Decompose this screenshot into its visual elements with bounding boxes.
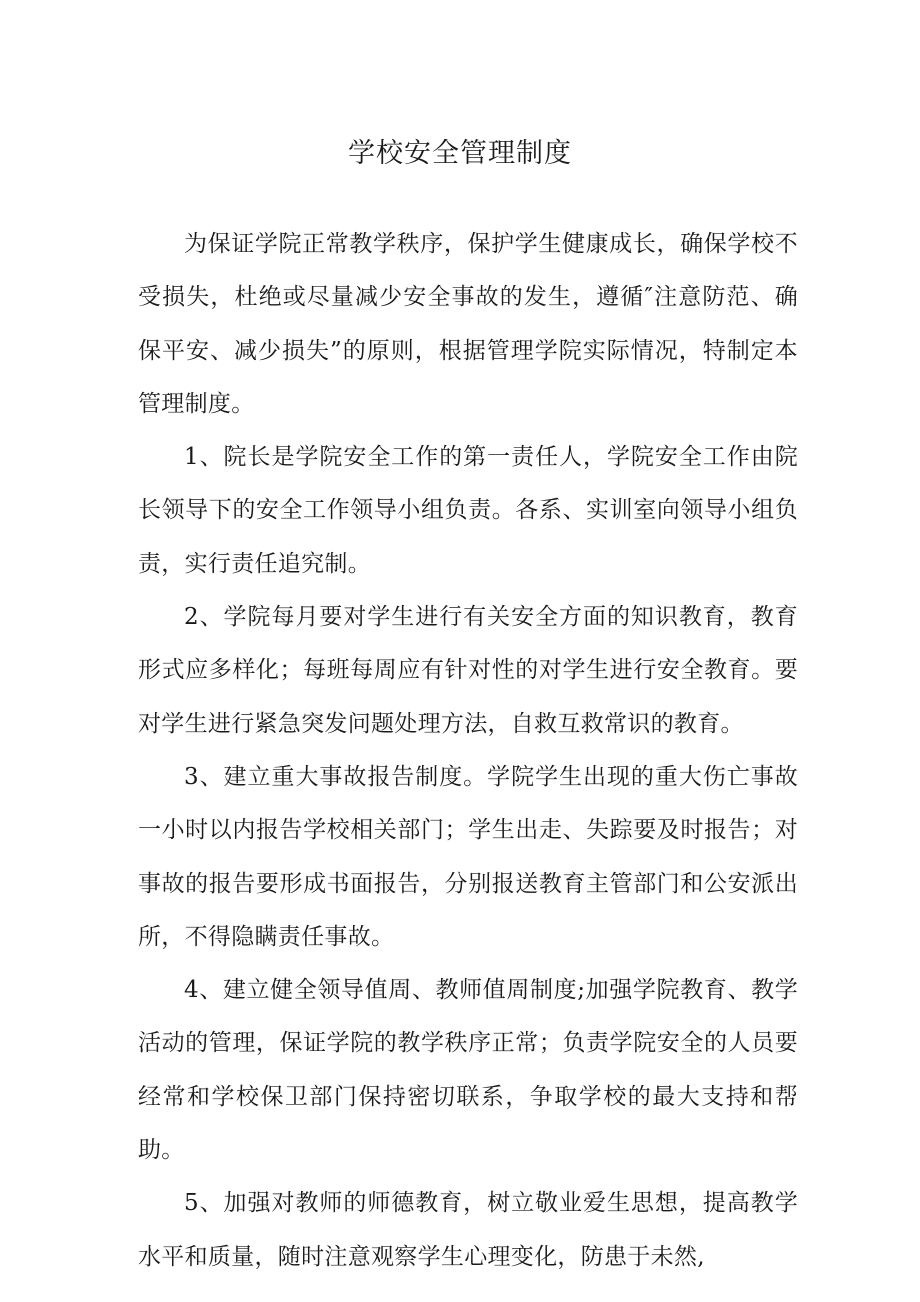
paragraph-item-5: 5、加强对教师的师德教育，树立敬业爱生思想，提高教学水平和质量，随时注意观察学生心理变化，防患于未然,	[138, 1190, 798, 1270]
paragraph-item-1: 1、院长是学院安全工作的第一责任人，学院安全工作由院长领导下的安全工作领导小组负责。各系、实训室向领导小组负责，实行责任追究制。	[138, 444, 798, 577]
paragraph-intro: 为保证学院正常教学秩序，保护学生健康成长，确保学校不受损失，杜绝或尽量减少安全事故的发生，遵循″注意防范、确保平安、减少损失”的原则，根据管理学院实际情况，特制定本管理制度。	[138, 231, 798, 417]
paragraph-item-2: 2、学院每月要对学生进行有关安全方面的知识教育，教育形式应多样化；每班每周应有针对性的对学生进行安全教育。要对学生进行紧急突发问题处理方法，自救互救常识的教育。	[138, 604, 798, 737]
document-body	[138, 218, 798, 1284]
paragraph-item-3: 3、建立重大事故报告制度。学院学生出现的重大伤亡事故一小时以内报告学校相关部门；学生出走、失踪要及时报告；对事故的报告要形成书面报告，分别报送教育主管部门和公安派出所，不得隐瞒责任事故。	[138, 763, 798, 950]
document-title: 学校安全管理制度	[348, 138, 572, 169]
paragraph-item-4: 4、建立健全领导值周、教师值周制度;加强学院教育、教学活动的管理，保证学院的教学秩序正常；负责学院安全的人员要经常和学校保卫部门保持密切联系，争取学校的最大支持和帮助。	[138, 977, 798, 1164]
